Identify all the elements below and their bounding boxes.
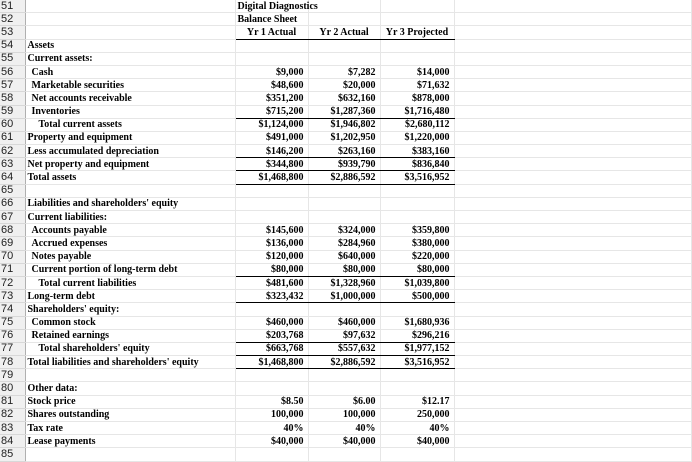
cell[interactable] bbox=[454, 290, 691, 303]
value-yr3[interactable]: 40% bbox=[380, 422, 454, 435]
value-yr2[interactable]: $324,000 bbox=[308, 224, 380, 237]
value-yr3[interactable]: $383,160 bbox=[380, 145, 454, 158]
cell[interactable] bbox=[454, 263, 691, 276]
cell[interactable] bbox=[308, 184, 380, 197]
row-header[interactable]: 66 bbox=[0, 197, 25, 210]
sheet-row bbox=[0, 211, 691, 224]
sheet-row bbox=[0, 316, 691, 329]
value-yr3[interactable]: $220,000 bbox=[380, 250, 454, 263]
cell[interactable] bbox=[235, 369, 308, 382]
value-yr1[interactable]: $136,000 bbox=[235, 237, 308, 250]
cell[interactable] bbox=[380, 382, 454, 395]
cell[interactable] bbox=[380, 369, 454, 382]
cell[interactable] bbox=[454, 118, 691, 131]
cell[interactable] bbox=[380, 211, 454, 224]
value-yr3[interactable]: $1,977,152 bbox=[380, 342, 454, 355]
sheet-row bbox=[0, 435, 691, 448]
cell[interactable] bbox=[454, 158, 691, 171]
sheet-row bbox=[0, 39, 691, 52]
value-yr1[interactable]: $491,000 bbox=[235, 131, 308, 144]
cell[interactable] bbox=[25, 26, 235, 39]
row-header[interactable]: 79 bbox=[0, 369, 25, 382]
value-yr2[interactable]: 40% bbox=[308, 422, 380, 435]
cell[interactable] bbox=[308, 0, 380, 13]
sheet-row bbox=[0, 197, 691, 210]
sheet-row bbox=[0, 250, 691, 263]
row-label[interactable]: Shareholders' equity: bbox=[25, 303, 235, 316]
value-yr2[interactable]: $557,632 bbox=[308, 342, 380, 355]
row-label[interactable]: Total assets bbox=[25, 171, 235, 184]
row-label[interactable]: Inventories bbox=[25, 105, 235, 118]
sheet-row bbox=[0, 79, 691, 92]
cell[interactable] bbox=[454, 131, 691, 144]
row-header[interactable]: 80 bbox=[0, 382, 25, 395]
cell[interactable] bbox=[380, 448, 454, 461]
value-yr1[interactable]: $460,000 bbox=[235, 316, 308, 329]
value-yr2[interactable]: $284,960 bbox=[308, 237, 380, 250]
sheet-row bbox=[0, 329, 691, 342]
cell[interactable] bbox=[454, 303, 691, 316]
cell[interactable] bbox=[454, 276, 691, 289]
value-yr2[interactable]: $263,160 bbox=[308, 145, 380, 158]
value-yr3[interactable]: $40,000 bbox=[380, 435, 454, 448]
column-header-yr1[interactable]: Yr 1 Actual bbox=[235, 26, 308, 39]
row-header[interactable]: 81 bbox=[0, 395, 25, 408]
row-header[interactable]: 59 bbox=[0, 105, 25, 118]
row-label[interactable]: Current liabilities: bbox=[25, 211, 235, 224]
value-yr3[interactable]: $71,632 bbox=[380, 79, 454, 92]
row-header[interactable]: 77 bbox=[0, 342, 25, 355]
value-yr3[interactable]: $296,216 bbox=[380, 329, 454, 342]
value-yr2[interactable]: $97,632 bbox=[308, 329, 380, 342]
row-label[interactable]: Property and equipment bbox=[25, 131, 235, 144]
value-yr2[interactable]: $6.00 bbox=[308, 395, 380, 408]
value-yr3[interactable]: $12.17 bbox=[380, 395, 454, 408]
value-yr3[interactable]: $1,039,800 bbox=[380, 276, 454, 289]
cell[interactable] bbox=[235, 197, 308, 210]
row-label[interactable]: Long-term debt bbox=[25, 290, 235, 303]
value-yr3[interactable]: $14,000 bbox=[380, 65, 454, 78]
row-header[interactable]: 57 bbox=[0, 79, 25, 92]
value-yr1[interactable]: $9,000 bbox=[235, 65, 308, 78]
row-label[interactable]: Common stock bbox=[25, 316, 235, 329]
column-header-yr2[interactable]: Yr 2 Actual bbox=[308, 26, 380, 39]
value-yr2[interactable]: $1,287,360 bbox=[308, 105, 380, 118]
row-label[interactable]: Retained earnings bbox=[25, 329, 235, 342]
row-header[interactable]: 73 bbox=[0, 290, 25, 303]
value-yr1[interactable]: $146,200 bbox=[235, 145, 308, 158]
row-header[interactable]: 68 bbox=[0, 224, 25, 237]
cell[interactable] bbox=[235, 211, 308, 224]
cell[interactable] bbox=[308, 382, 380, 395]
value-yr3[interactable]: $2,680,112 bbox=[380, 118, 454, 131]
cell[interactable] bbox=[235, 52, 308, 65]
sheet-row bbox=[0, 52, 691, 65]
cell[interactable] bbox=[380, 39, 454, 52]
row-label[interactable]: Shares outstanding bbox=[25, 408, 235, 421]
value-yr3[interactable]: $3,516,952 bbox=[380, 171, 454, 184]
sheet-row bbox=[0, 0, 691, 13]
sheet-row bbox=[0, 382, 691, 395]
row-header[interactable]: 75 bbox=[0, 316, 25, 329]
row-label[interactable]: Lease payments bbox=[25, 435, 235, 448]
row-label[interactable]: Current assets: bbox=[25, 52, 235, 65]
sheet-row bbox=[0, 448, 691, 461]
cell[interactable] bbox=[308, 52, 380, 65]
cell[interactable] bbox=[454, 26, 691, 39]
sheet-row bbox=[0, 118, 691, 131]
cell[interactable] bbox=[454, 105, 691, 118]
cell[interactable] bbox=[454, 435, 691, 448]
cell[interactable] bbox=[25, 184, 235, 197]
row-header[interactable]: 71 bbox=[0, 263, 25, 276]
value-yr2[interactable]: $460,000 bbox=[308, 316, 380, 329]
value-yr3[interactable]: $1,716,480 bbox=[380, 105, 454, 118]
value-yr3[interactable]: $359,800 bbox=[380, 224, 454, 237]
sheet-row bbox=[0, 422, 691, 435]
row-label[interactable]: Total liabilities and shareholders' equity bbox=[25, 356, 235, 369]
value-yr1[interactable]: $203,768 bbox=[235, 329, 308, 342]
sheet-subtitle[interactable]: Balance Sheet bbox=[235, 13, 308, 26]
row-label[interactable]: Total current liabilities bbox=[25, 276, 235, 289]
value-yr3[interactable]: 250,000 bbox=[380, 408, 454, 421]
row-label[interactable]: Cash bbox=[25, 65, 235, 78]
cell[interactable] bbox=[235, 39, 308, 52]
row-header[interactable]: 62 bbox=[0, 145, 25, 158]
cell[interactable] bbox=[454, 224, 691, 237]
row-header[interactable]: 64 bbox=[0, 171, 25, 184]
row-label[interactable]: Other data: bbox=[25, 382, 235, 395]
cell[interactable] bbox=[454, 197, 691, 210]
cell[interactable] bbox=[308, 39, 380, 52]
value-yr1[interactable]: $481,600 bbox=[235, 276, 308, 289]
row-label[interactable]: Total shareholders' equity bbox=[25, 342, 235, 355]
cell[interactable] bbox=[380, 0, 454, 13]
sheet-row bbox=[0, 26, 691, 39]
row-header[interactable]: 55 bbox=[0, 52, 25, 65]
value-yr2[interactable]: $2,886,592 bbox=[308, 171, 380, 184]
row-label[interactable]: Stock price bbox=[25, 395, 235, 408]
cell[interactable] bbox=[25, 13, 235, 26]
cell[interactable] bbox=[380, 13, 454, 26]
row-label[interactable]: Total current assets bbox=[25, 118, 235, 131]
value-yr1[interactable]: $40,000 bbox=[235, 435, 308, 448]
value-yr1[interactable]: $351,200 bbox=[235, 92, 308, 105]
value-yr1[interactable]: $663,768 bbox=[235, 342, 308, 355]
value-yr1[interactable]: $344,800 bbox=[235, 158, 308, 171]
sheet-row bbox=[0, 395, 691, 408]
cell[interactable] bbox=[454, 145, 691, 158]
cell[interactable] bbox=[454, 79, 691, 92]
row-header[interactable]: 72 bbox=[0, 276, 25, 289]
row-label[interactable]: Marketable securities bbox=[25, 79, 235, 92]
row-header[interactable]: 53 bbox=[0, 26, 25, 39]
cell[interactable] bbox=[308, 13, 380, 26]
row-label[interactable]: Current portion of long-term debt bbox=[25, 263, 235, 276]
cell[interactable] bbox=[454, 329, 691, 342]
row-header[interactable]: 70 bbox=[0, 250, 25, 263]
row-label[interactable]: Accounts payable bbox=[25, 224, 235, 237]
row-label[interactable]: Liabilities and shareholders' equity bbox=[25, 197, 235, 210]
sheet-row bbox=[0, 158, 691, 171]
cell[interactable] bbox=[308, 211, 380, 224]
value-yr2[interactable]: $7,282 bbox=[308, 65, 380, 78]
value-yr1[interactable]: $323,432 bbox=[235, 290, 308, 303]
row-label[interactable]: Notes payable bbox=[25, 250, 235, 263]
row-header[interactable]: 67 bbox=[0, 211, 25, 224]
row-label[interactable]: Accrued expenses bbox=[25, 237, 235, 250]
value-yr1[interactable]: $145,600 bbox=[235, 224, 308, 237]
sheet-row bbox=[0, 184, 691, 197]
cell[interactable] bbox=[25, 0, 235, 13]
cell[interactable] bbox=[454, 342, 691, 355]
cell[interactable] bbox=[235, 303, 308, 316]
cell[interactable] bbox=[454, 92, 691, 105]
value-yr3[interactable]: $1,680,936 bbox=[380, 316, 454, 329]
row-header[interactable]: 83 bbox=[0, 422, 25, 435]
row-label[interactable]: Net property and equipment bbox=[25, 158, 235, 171]
sheet-row bbox=[0, 356, 691, 369]
value-yr3[interactable]: $1,220,000 bbox=[380, 131, 454, 144]
row-header[interactable]: 58 bbox=[0, 92, 25, 105]
value-yr2[interactable]: $1,328,960 bbox=[308, 276, 380, 289]
cell[interactable] bbox=[454, 211, 691, 224]
column-header-yr3[interactable]: Yr 3 Projected bbox=[380, 26, 454, 39]
sheet-row bbox=[0, 171, 691, 184]
value-yr2[interactable]: $1,202,950 bbox=[308, 131, 380, 144]
cell[interactable] bbox=[235, 448, 308, 461]
row-header[interactable]: 56 bbox=[0, 65, 25, 78]
cell[interactable] bbox=[308, 197, 380, 210]
cell[interactable] bbox=[380, 197, 454, 210]
row-header[interactable]: 76 bbox=[0, 329, 25, 342]
value-yr3[interactable]: $836,840 bbox=[380, 158, 454, 171]
cell[interactable] bbox=[454, 408, 691, 421]
cell[interactable] bbox=[25, 369, 235, 382]
value-yr2[interactable]: $640,000 bbox=[308, 250, 380, 263]
value-yr1[interactable]: $80,000 bbox=[235, 263, 308, 276]
cell[interactable] bbox=[454, 382, 691, 395]
cell[interactable] bbox=[454, 184, 691, 197]
sheet-row bbox=[0, 276, 691, 289]
value-yr2[interactable]: $2,886,592 bbox=[308, 356, 380, 369]
sheet-row bbox=[0, 290, 691, 303]
cell[interactable] bbox=[454, 369, 691, 382]
row-label[interactable]: Tax rate bbox=[25, 422, 235, 435]
row-header[interactable]: 60 bbox=[0, 118, 25, 131]
value-yr3[interactable]: $3,516,952 bbox=[380, 356, 454, 369]
sheet-row bbox=[0, 145, 691, 158]
value-yr2[interactable]: $40,000 bbox=[308, 435, 380, 448]
value-yr3[interactable]: $80,000 bbox=[380, 263, 454, 276]
cell[interactable] bbox=[235, 382, 308, 395]
value-yr2[interactable]: $939,790 bbox=[308, 158, 380, 171]
cell[interactable] bbox=[454, 39, 691, 52]
row-header[interactable]: 78 bbox=[0, 356, 25, 369]
sheet-row bbox=[0, 65, 691, 78]
sheet-row bbox=[0, 237, 691, 250]
value-yr1[interactable]: $48,600 bbox=[235, 79, 308, 92]
cell[interactable] bbox=[25, 448, 235, 461]
sheet-row bbox=[0, 105, 691, 118]
cell[interactable] bbox=[454, 422, 691, 435]
value-yr3[interactable]: $500,000 bbox=[380, 290, 454, 303]
cell[interactable] bbox=[454, 52, 691, 65]
value-yr1[interactable]: 40% bbox=[235, 422, 308, 435]
value-yr2[interactable]: $1,946,802 bbox=[308, 118, 380, 131]
row-header[interactable]: 69 bbox=[0, 237, 25, 250]
cell[interactable] bbox=[454, 448, 691, 461]
value-yr1[interactable]: $8.50 bbox=[235, 395, 308, 408]
value-yr3[interactable]: $380,000 bbox=[380, 237, 454, 250]
sheet-row bbox=[0, 92, 691, 105]
cell[interactable] bbox=[308, 369, 380, 382]
sheet-row bbox=[0, 13, 691, 26]
value-yr1[interactable]: 100,000 bbox=[235, 408, 308, 421]
value-yr2[interactable]: 100,000 bbox=[308, 408, 380, 421]
cell[interactable] bbox=[308, 448, 380, 461]
value-yr3[interactable]: $878,000 bbox=[380, 92, 454, 105]
row-header[interactable]: 84 bbox=[0, 435, 25, 448]
cell[interactable] bbox=[380, 303, 454, 316]
cell[interactable] bbox=[454, 171, 691, 184]
row-header[interactable]: 54 bbox=[0, 39, 25, 52]
value-yr1[interactable]: $1,468,800 bbox=[235, 171, 308, 184]
row-label[interactable]: Less accumulated depreciation bbox=[25, 145, 235, 158]
value-yr1[interactable]: $120,000 bbox=[235, 250, 308, 263]
cell[interactable] bbox=[454, 0, 691, 13]
row-header[interactable]: 85 bbox=[0, 448, 25, 461]
row-header[interactable]: 82 bbox=[0, 408, 25, 421]
cell[interactable] bbox=[454, 13, 691, 26]
cell[interactable] bbox=[235, 184, 308, 197]
value-yr2[interactable]: $80,000 bbox=[308, 263, 380, 276]
row-header[interactable]: 61 bbox=[0, 131, 25, 144]
cell[interactable] bbox=[380, 52, 454, 65]
sheet-row bbox=[0, 131, 691, 144]
cell[interactable] bbox=[454, 395, 691, 408]
cell[interactable] bbox=[454, 250, 691, 263]
sheet-row bbox=[0, 303, 691, 316]
row-label[interactable]: Net accounts receivable bbox=[25, 92, 235, 105]
row-header[interactable]: 51 bbox=[0, 0, 25, 13]
value-yr2[interactable]: $20,000 bbox=[308, 79, 380, 92]
sheet-row bbox=[0, 342, 691, 355]
sheet-title[interactable]: Digital Diagnostics bbox=[235, 0, 308, 13]
value-yr1[interactable]: $1,468,800 bbox=[235, 356, 308, 369]
sheet-row bbox=[0, 408, 691, 421]
value-yr1[interactable]: $715,200 bbox=[235, 105, 308, 118]
cell[interactable] bbox=[380, 184, 454, 197]
sheet-row bbox=[0, 263, 691, 276]
sheet-row bbox=[0, 369, 691, 382]
cell[interactable] bbox=[454, 356, 691, 369]
row-header[interactable]: 63 bbox=[0, 158, 25, 171]
row-label[interactable]: Assets bbox=[25, 39, 235, 52]
sheet-row bbox=[0, 224, 691, 237]
cell[interactable] bbox=[454, 237, 691, 250]
row-header[interactable]: 65 bbox=[0, 184, 25, 197]
value-yr2[interactable]: $1,000,000 bbox=[308, 290, 380, 303]
cell[interactable] bbox=[454, 316, 691, 329]
value-yr1[interactable]: $1,124,000 bbox=[235, 118, 308, 131]
cell[interactable] bbox=[454, 65, 691, 78]
value-yr2[interactable]: $632,160 bbox=[308, 92, 380, 105]
row-header[interactable]: 74 bbox=[0, 303, 25, 316]
row-header[interactable]: 52 bbox=[0, 13, 25, 26]
cell[interactable] bbox=[308, 303, 380, 316]
